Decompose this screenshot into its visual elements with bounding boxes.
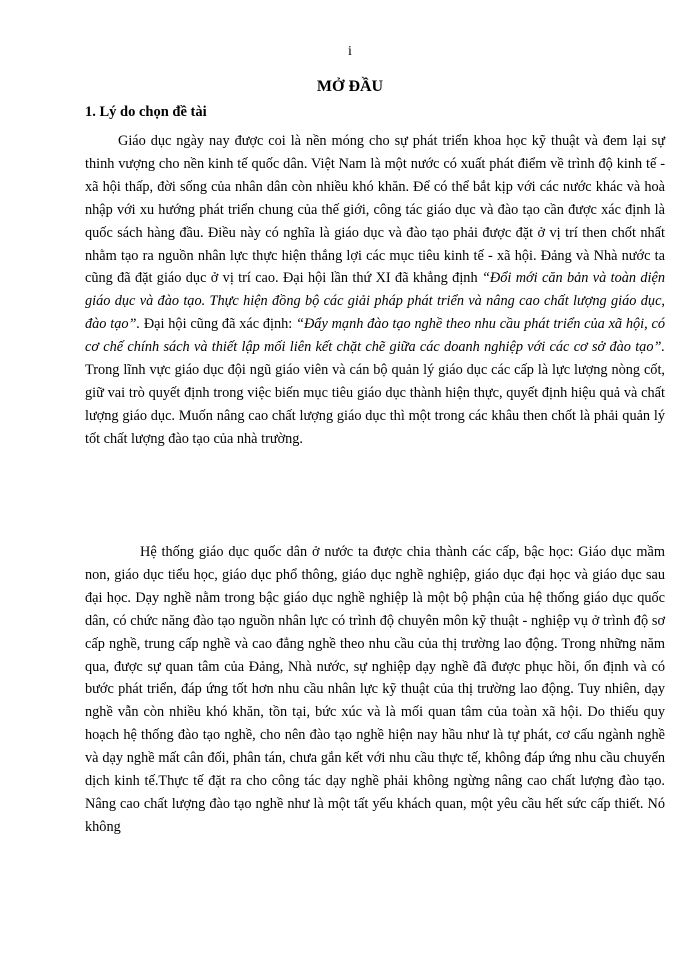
section-heading: 1. Lý do chọn đề tài [85, 104, 207, 120]
page-title: MỞ ĐẦU [316, 78, 384, 95]
paragraph-1-text-c: Trong lĩnh vực giáo dục đội ngũ giáo viên và cán bộ quản lý giáo dục các cấp là lực lượng nòng cốt, giữ vai trò quyết định trong việc biến mục tiêu giáo dục thành hiện thực, quyết định hiệu quả và chất lượng giáo dục. Muốn nâng cao chất lượng giáo dục thì một trong các khâu then chốt là phải quản lý tốt chất lượng đào tạo của nhà trường. [85, 362, 665, 447]
paragraph-1-text-a: Giáo dục ngày nay được coi là nền móng cho sự phát triển khoa học kỹ thuật và đem lại sự thinh vượng cho nền kinh tế quốc dân. Việt Nam là một nước có xuất phát điểm về trình độ kinh tế - xã hội thấp, đời sống của nhân dân còn nhiều khó khăn. Để có thể bắt kịp với các nước khác và hoà nhập với xu hướng phát triển chung của thế giới, công tác giáo dục và đào tạo cần được xác định là quốc sách hàng đầu. Điều này có nghĩa là giáo dục và đào tạo phải được đặt ở vị trí then chốt nhất nhằm tạo ra nguồn nhân lực thực hiện thắng lợi các mục tiêu kinh tế - xã hội. Đảng và Nhà nước ta cũng đã đặt giáo dục ở vị trí cao. Đại hội lần thứ XI đã khẳng định [85, 133, 665, 287]
paragraph-1 [85, 130, 665, 451]
page-number: i [348, 44, 352, 59]
paragraph-2: Hệ thống giáo dục quốc dân ở nước ta được chia thành các cấp, bậc học: Giáo dục mầm non, giáo dục tiểu học, giáo dục phổ thông, giáo dục nghề nghiệp, giáo dục đại học và giáo dục sau đại học. Dạy nghề nằm trong bậc giáo dục nghề nghiệp là một bộ phận của hệ thống giáo dục quốc dân, có chức năng đào tạo nguồn nhân lực có trình độ chuyên môn kỹ thuật - nghiệp vụ ở trình độ sơ cấp nghề, trung cấp nghề và cao đẳng nghề theo nhu cầu của thị trường lao động. Trong những năm qua, được sự quan tâm của Đảng, Nhà nước, sự nghiệp dạy nghề đã được phục hồi, ổn định và có bước phát triển, đáp ứng tốt hơn nhu cầu nhân lực kỹ thuật của thị trường lao động. Tuy nhiên, dạy nghề vẫn còn nhiều khó khăn, tồn tại, bức xúc và là mối quan tâm của toàn xã hội. Do thiếu quy hoạch hệ thống đào tạo nghề, cho nên đào tạo nghề hiện nay hầu như là tự phát, cơ cấu ngành nghề và dạy nghề mất cân đối, phân tán, chưa gắn kết với nhu cầu thực tế, không đáp ứng nhu cầu chuyển dịch kinh tế.Thực tế đặt ra cho công tác dạy nghề phải không ngừng nâng cao chất lượng đào tạo. Nâng cao chất lượng đào tạo nghề như là một tất yếu khách quan, một yêu cầu hết sức cấp thiết. Nó không [85, 544, 665, 835]
paragraph-1-text-b: Đại hội cũng đã xác định: [140, 316, 297, 333]
quote-2: “Đẩy mạnh đào tạo nghề theo nhu cầu phát triển của xã hội, có cơ chế chính sách và thiết lập mối liên kết chặt chẽ giữa các doanh nghiệp với các cơ sở đào tạo”. [85, 316, 665, 356]
quote-1: “Đổi mới căn bản và toàn diện giáo dục và đào tạo. Thực hiện đồng bộ các giải pháp phát triển và nâng cao chất lượng giáo dục, đào tạo”. [85, 270, 665, 333]
